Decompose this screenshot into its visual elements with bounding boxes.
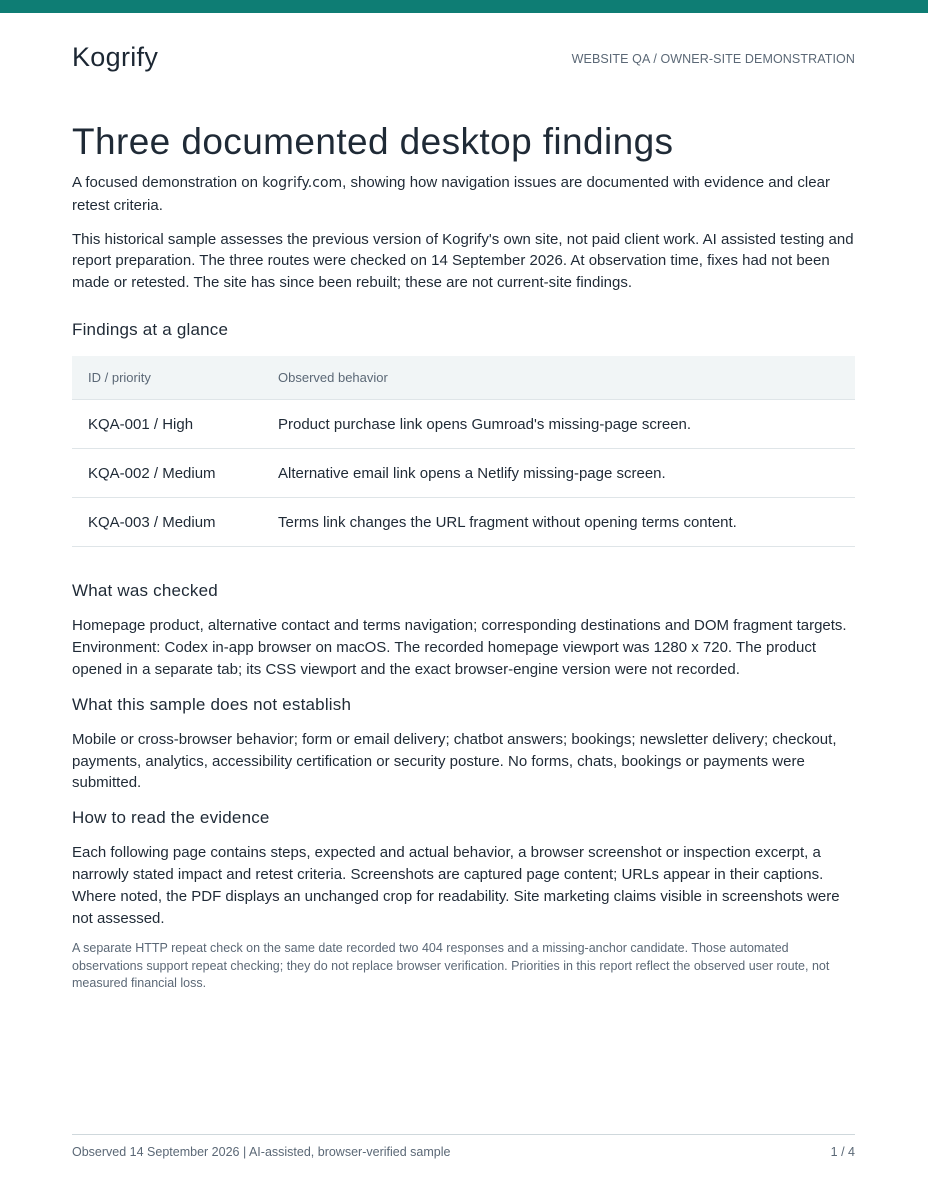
- table-row: [72, 400, 855, 449]
- checked-heading: What was checked: [72, 581, 218, 601]
- footer-observation: Observed 14 September 2026 | AI-assisted, browser-verified sample: [72, 1145, 451, 1159]
- finding-behavior: Alternative email link opens a Netlify missing-page screen.: [263, 449, 855, 498]
- not-established-paragraph: Mobile or cross-browser behavior; form or email delivery; chatbot answers; bookings; newsletter delivery; checkout, payments, analytics, accessibility certification or security posture. No forms, chats, bookings or payments were submitted.: [72, 730, 837, 792]
- finding-id: KQA-001 / High: [72, 400, 263, 449]
- table-row: [72, 449, 855, 498]
- findings-table: [72, 356, 855, 548]
- table-row: [72, 498, 855, 547]
- lead-text-after: , showing how navigation issues are documented with evidence and clear retest criteria.: [72, 174, 830, 214]
- report-content: [72, 120, 855, 993]
- how-to-read-heading: How to read the evidence: [72, 808, 270, 828]
- finding-id: KQA-002 / Medium: [72, 449, 263, 498]
- findings-table-header: [72, 356, 855, 400]
- checked-paragraph: Homepage product, alternative contact and terms navigation; corresponding destinations and DOM fragment targets. Environment: Codex in-app browser on macOS. The recorded homepage viewport was 1280 x 720. The product opened in a separate tab; its CSS viewport and the exact browser-engine version were not recorded.: [72, 617, 847, 679]
- lead-domain: kogrify.com: [262, 175, 343, 191]
- not-established-heading: What this sample does not establish: [72, 694, 352, 714]
- footer-divider: [72, 1134, 855, 1135]
- page-number: 1 / 4: [830, 1145, 855, 1159]
- findings-heading: Findings at a glance: [72, 319, 229, 339]
- column-header-id: ID / priority: [72, 356, 263, 400]
- finding-behavior: Product purchase link opens Gumroad's missing-page screen.: [263, 400, 855, 449]
- accent-bar: [0, 0, 928, 13]
- finding-id: KQA-003 / Medium: [72, 498, 263, 547]
- context-paragraph: This historical sample assesses the previous version of Kogrify's own site, not paid client work. AI assisted testing and report preparation. The three routes were checked on 14 September 2026. At observation time, fixes had not been made or retested. The site has since been rebuilt; these are not current-site findings.: [72, 230, 854, 292]
- document-kicker: WEBSITE QA / OWNER-SITE DEMONSTRATION: [571, 52, 855, 66]
- finding-behavior: Terms link changes the URL fragment without opening terms content.: [263, 498, 855, 547]
- lead-paragraph: [72, 172, 855, 217]
- how-to-read-paragraph: Each following page contains steps, expected and actual behavior, a browser screenshot or inspection excerpt, a narrowly stated impact and retest criteria. Screenshots are captured page content; URLs appear in their captions. Where noted, the PDF displays an unchanged crop for readability. Site marketing claims visible in screenshots were not assessed.: [72, 844, 840, 927]
- column-header-behavior: Observed behavior: [263, 356, 855, 400]
- lead-text-before: A focused demonstration on: [72, 174, 263, 191]
- brand-logo: Kogrify: [72, 42, 159, 72]
- page-title: Three documented desktop findings: [72, 121, 674, 162]
- footnote: A separate HTTP repeat check on the same date recorded two 404 responses and a missing-anchor candidate. Those automated observations support repeat checking; they do not replace browser verification. Priorities in this report reflect the observed user route, not measured financial loss.: [72, 941, 830, 991]
